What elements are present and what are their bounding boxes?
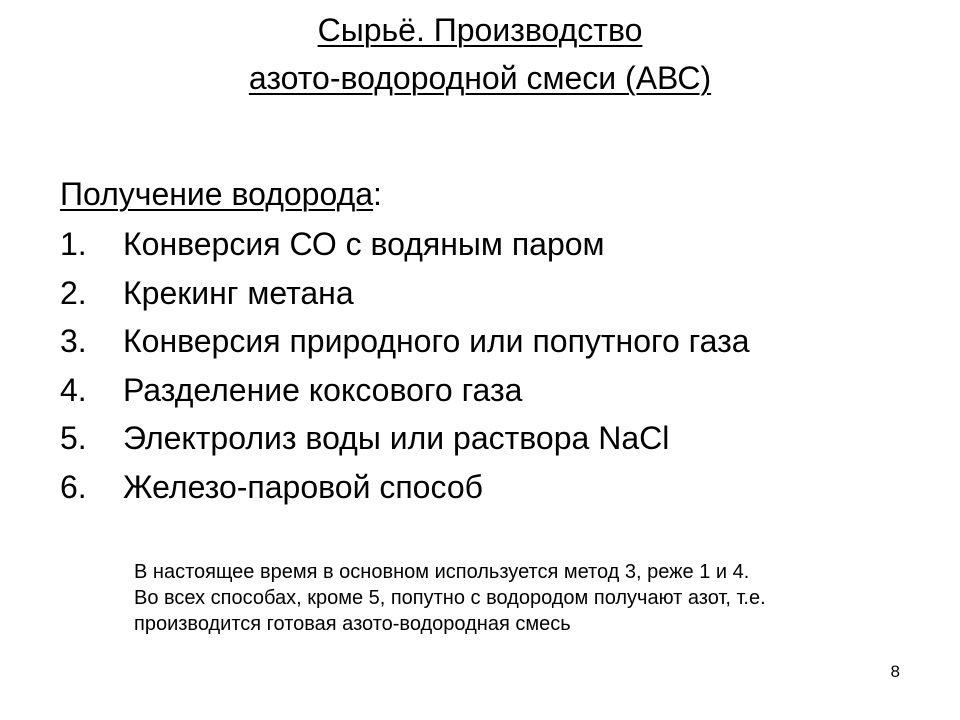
footnote-line-3: производится готовая азото-водородная смесь (134, 613, 571, 635)
list-item (60, 366, 940, 415)
list-item (60, 220, 940, 269)
list-item-number: 2. (60, 274, 87, 311)
list-item-text: Электролиз воды или раствора NaCl (123, 420, 670, 456)
list-item (60, 269, 940, 318)
list-item-text: Крекинг метана (123, 274, 354, 311)
section-heading (60, 172, 382, 216)
page-number: 8 (890, 662, 900, 681)
list-item-text: Конверсия природного или попутного газа (123, 323, 750, 359)
slide-title (0, 6, 960, 102)
list-item-number: 1. (60, 226, 87, 262)
list-item-number: 3. (60, 323, 87, 359)
footnote-line-1: В настоящее время в основном используется метод 3, реже 1 и 4. (134, 561, 750, 583)
list-item (60, 414, 940, 463)
slide-title-line-2: азото-водородной смеси (АВС) (248, 60, 712, 96)
slide-title-line-1: Сырьё. Производство (317, 12, 643, 48)
list-item-number: 5. (60, 420, 87, 456)
list-item-text: Конверсия СО с водяным паром (123, 226, 605, 262)
list-item (60, 317, 940, 366)
list-item (60, 463, 940, 512)
list-item-number: 6. (60, 468, 87, 505)
footnote (134, 559, 934, 637)
list-item-text: Разделение коксового газа (123, 371, 523, 408)
methods-list (60, 220, 940, 511)
footnote-line-2: Во всех способах, кроме 5, попутно с водородом получают азот, т.е. (134, 587, 766, 609)
list-item-number: 4. (60, 371, 87, 408)
section-heading-text: Получение водорода (60, 176, 374, 212)
list-item-text: Железо-паровой способ (123, 468, 483, 505)
section-heading-colon: : (373, 176, 382, 212)
